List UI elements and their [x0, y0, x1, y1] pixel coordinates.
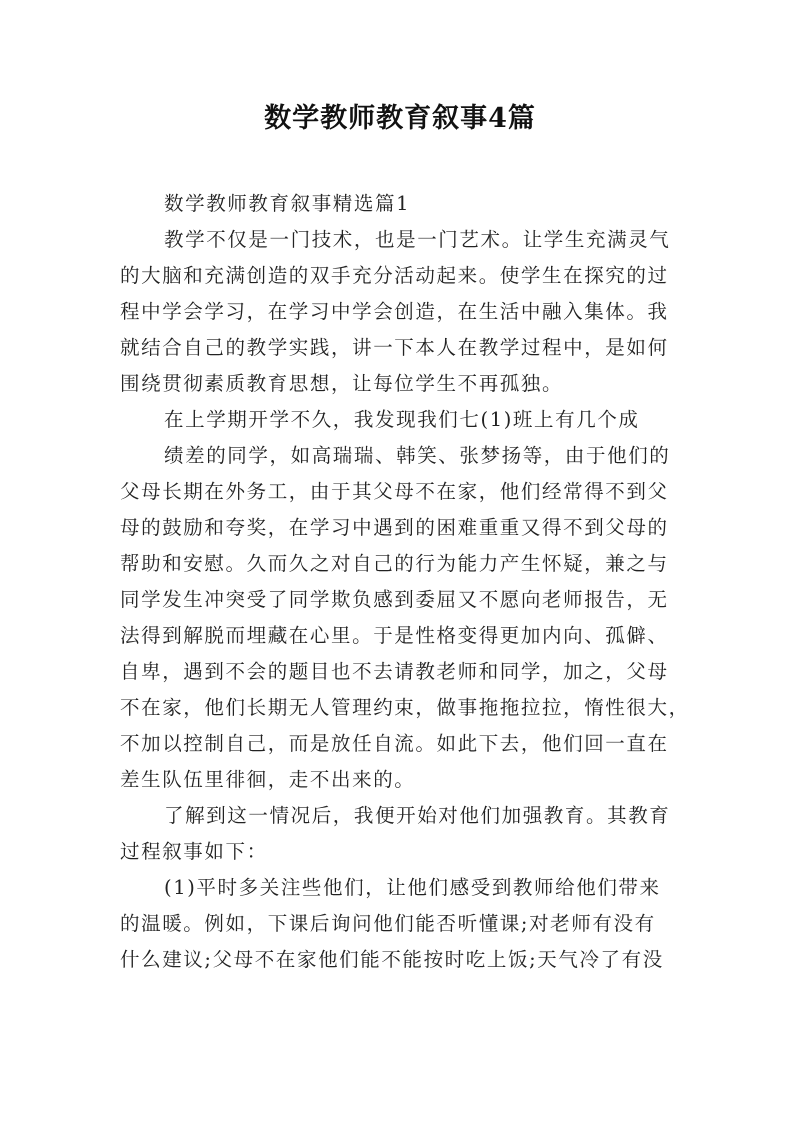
paragraph-line: 的大脑和充满创造的双手充分活动起来。使学生在探究的过 [120, 264, 669, 287]
paragraph-line: 教学不仅是一门技术，也是一门艺术。让学生充满灵气 [164, 228, 671, 251]
paragraph-line: 同学发生冲突受了同学欺负感到委屈又不愿向老师报告，无 [120, 588, 669, 611]
paragraph-line: 法得到解脱而埋藏在心里。于是性格变得更加内向、孤僻、 [120, 624, 669, 647]
paragraph-line: 不在家，他们长期无人管理约束，做事拖拖拉拉，惰性很大， [120, 696, 690, 719]
paragraph-line: 什么建议;父母不在家他们能不能按时吃上饭;天气冷了有没 [120, 948, 664, 971]
paragraph-line: (1)平时多关注些他们，让他们感受到教师给他们带来 [164, 876, 661, 899]
paragraph-line: 程中学会学习，在学习中学会创造，在生活中融入集体。我 [120, 300, 669, 323]
paragraph-line: 围绕贯彻素质教育思想，让每位学生不再孤独。 [120, 372, 564, 395]
paragraph-line: 不加以控制自己，而是放任自流。如此下去，他们回一直在 [120, 732, 669, 755]
section-heading: 数学教师教育叙事精选篇1 [164, 192, 411, 215]
paragraph-line: 母的鼓励和夸奖，在学习中遇到的困难重重又得不到父母的 [120, 516, 669, 539]
paragraph-line: 父母长期在外务工，由于其父母不在家，他们经常得不到父 [120, 480, 669, 503]
paragraph-line: 了解到这一情况后，我便开始对他们加强教育。其教育 [164, 804, 671, 827]
paragraph-line: 帮助和安慰。久而久之对自己的行为能力产生怀疑，兼之与 [120, 552, 669, 575]
paragraph-line: 的温暖。例如，下课后询问他们能否听懂课;对老师有没有 [120, 912, 656, 935]
paragraph-line: 自卑，遇到不会的题目也不去请教老师和同学，加之，父母 [120, 660, 669, 683]
paragraph-line: 在上学期开学不久，我发现我们七(1)班上有几个成 [164, 408, 640, 431]
paragraph-line: 过程叙事如下： [120, 840, 268, 863]
paragraph-line: 绩差的同学，如高瑞瑞、韩笑、张梦扬等，由于他们的 [164, 444, 671, 467]
document-title: 数学教师教育叙事4篇 [264, 103, 536, 134]
paragraph-line: 差生队伍里徘徊，走不出来的。 [120, 768, 416, 791]
paragraph-line: 就结合自己的教学实践，讲一下本人在教学过程中，是如何 [120, 336, 669, 359]
document-body [120, 186, 690, 978]
